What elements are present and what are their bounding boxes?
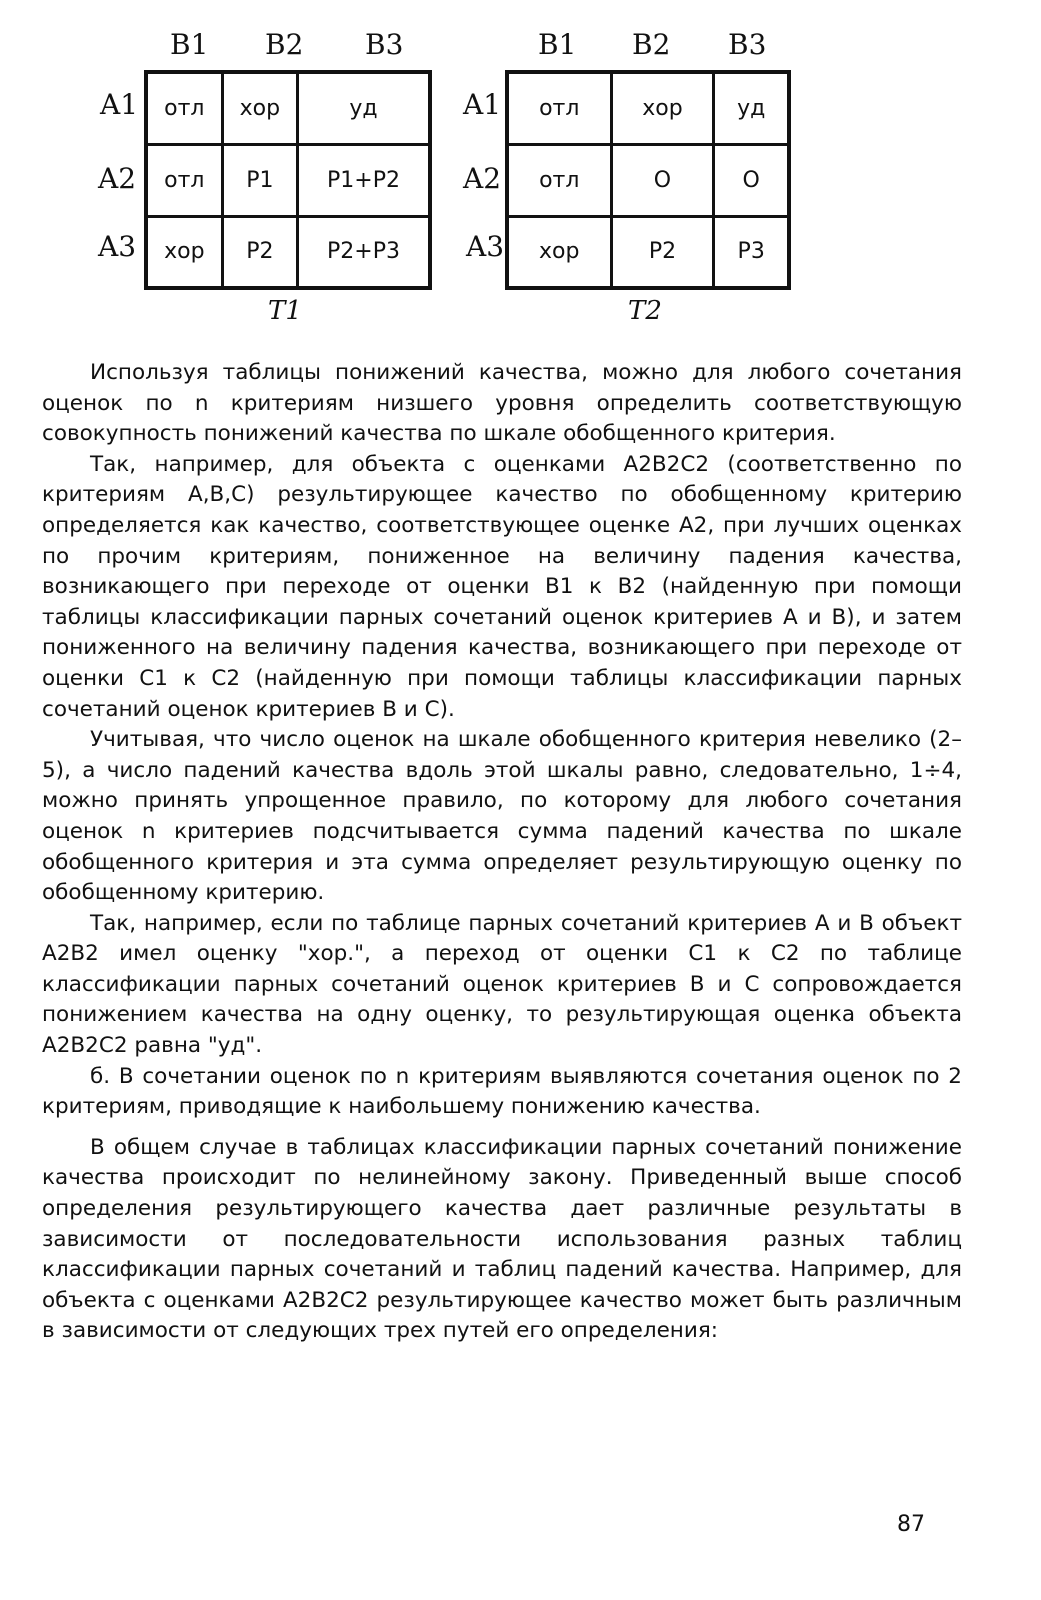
table-t1 [144,70,432,290]
t1-cell: P2+P3 [297,216,430,288]
t2-cell: хор [611,72,714,144]
t1-row-header-a1: A1 [100,88,139,121]
t2-cell: отл [507,72,611,144]
t2-cell: P2 [611,216,714,288]
page-number: 87 [897,1512,925,1537]
table-t1-name: T1 [268,296,302,326]
t2-col-header-b2: B2 [632,28,671,61]
t2-cell: уд [714,72,789,144]
t1-cell: отл [146,72,222,144]
t2-cell: P3 [714,216,789,288]
t2-cell: O [714,144,789,216]
t2-cell: хор [507,216,611,288]
t2-row-header-a1: A1 [463,88,502,121]
t1-cell: уд [297,72,430,144]
t2-cell: O [611,144,714,216]
t1-row-header-a2: A2 [98,162,137,195]
t1-cell: хор [146,216,222,288]
t1-cell: отл [146,144,222,216]
t1-col-header-b1: B1 [170,28,209,61]
t1-col-header-b3: B3 [365,28,404,61]
t2-row-header-a2: A2 [463,162,502,195]
t2-col-header-b3: B3 [728,28,767,61]
table-t2-name: T2 [628,296,662,326]
t1-cell: P2 [222,216,297,288]
t1-col-header-b2: B2 [265,28,304,61]
t2-col-header-b1: B1 [538,28,577,61]
t1-row-header-a3: A3 [98,230,137,263]
t2-row-header-a3: A3 [466,230,505,263]
paragraph: Так, например, если по таблице парных сочетаний критериев A и B объект A2B2 имел оценку "хор.", а переход от оценки C1 к C2 по таблице классификации парных сочетаний оценок критериев B и C сопровождается понижением качества на одну оценку, то результирующая оценка объекта A2B2C2 равна "уд". [42,910,962,1059]
paragraph: Учитывая, что число оценок на шкале обобщенного критерия невелико (2–5), а число падений качества вдоль этой шкалы равно, следовательно, 1÷4, можно принять упрощенное правило, по которому для любого сочетания оценок n критериев подсчитывается сумма падений качества по шкале обобщенного критерия и эта сумма определяет результирующую оценку по обобщенному критерию. [42,727,962,906]
paragraph: б. В сочетании оценок по n критериям выявляются сочетания оценок по 2 критериям, приводящие к наибольшему понижению качества. [42,1063,962,1120]
t1-cell: P1 [222,144,297,216]
body-text [42,358,962,1347]
paragraph: Так, например, для объекта с оценками A2B2C2 (соответственно по критериям A,B,C) результирующее качество по обобщенному критерию определяется как качество, соответствующее оценке A2, при лучших оценках по прочим критериям, пониженное на величину падения качества, возникающего при переходе от оценки B1 к B2 (найденную при помощи таблицы классификации парных сочетаний оценок критериев A и B), и затем пониженного на величину падения качества, возникающего при переходе от оценки C1 к C2 (найденную при помощи таблицы классификации парных сочетаний оценок критериев B и C). [42,451,962,722]
t1-cell: хор [222,72,297,144]
t2-cell: отл [507,144,611,216]
table-t2 [505,70,791,290]
paragraph: В общем случае в таблицах классификации парных сочетаний понижение качества происходит по нелинейному закону. Приведенный выше способ определения результирующего качества дает различные результаты в зависимости от последовательности использования разных таблиц классификации парных сочетаний и таблиц падений качества. Например, для объекта с оценками A2B2C2 результирующее качество может быть различным в зависимости от следующих трех путей его определения: [42,1134,962,1344]
paragraph: Используя таблицы понижений качества, можно для любого сочетания оценок по n критериям низшего уровня определить соответствующую совокупность понижений качества по шкале обобщенного критерия. [42,360,962,447]
t1-cell: P1+P2 [297,144,430,216]
